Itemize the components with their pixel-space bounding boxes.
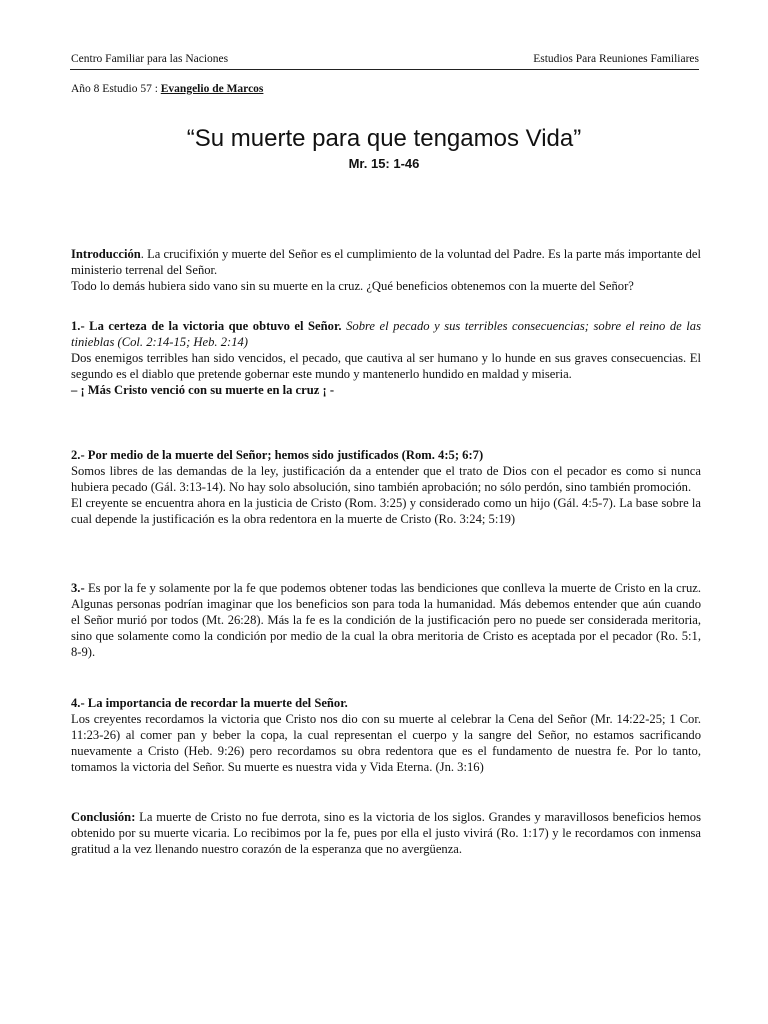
- study-number: Año 8 Estudio 57 :: [71, 83, 161, 95]
- point-4-section: [71, 695, 701, 775]
- point-1-text: Dos enemigos terribles han sido vencidos, el pecado, que cautiva al ser humano y lo hunde en sus graves consecuencias. El segundo es el diablo que pretende gobernar este mundo y mantenerlo hundido en maldad y miseria.: [71, 351, 701, 381]
- conclusion-text: La muerte de Cristo no fue derrota, sino es la victoria de los siglos. Grandes y maravillosos beneficios hemos obtenido por su muerte vicaria. Lo recibimos por la fe, pues por ella el justo vivirá (Ro. 1:17) y le recordamos con inmensa gratitud a la vez llenando nuestro corazón de la esperanza que no avergüenza.: [71, 810, 701, 856]
- point-1-section: [71, 318, 701, 398]
- point-3-text: Es por la fe y solamente por la fe que podemos obtener todas las bendiciones que conlleva la muerte de Cristo en la cruz. Algunas personas podrían imaginar que los beneficios son para toda la humanidad. Más debemos entender que aún cuando el Señor murió por todos (Mt. 26:28). Más la fe es la condición de la justificación pero no puede ser considerada meritoria, sino que solamente como la condición por medio de la cual la obra meritoria de Cristo es aceptada por el pecador (Ro. 5:1, 8-9).: [71, 581, 701, 659]
- point-4-heading: 4.- La importancia de recordar la muerte del Señor.: [71, 696, 348, 710]
- point-4-text: Los creyentes recordamos la victoria que Cristo nos dio con su muerte al celebrar la Cena del Señor (Mr. 14:22-25; 1 Cor. 11:23-26) al comer pan y beber la copa, la cual representan el cuerpo y la sangre del Señor, no estamos sacrificando nuevamente a Cristo (Heb. 9:26) pero recordamos su obra redentora que es el fundamento de nuestra fe. Por lo tanto, tomamos la victoria del Señor. Su muerte es nuestra vida y Vida Eterna. (Jn. 3:16): [71, 712, 701, 774]
- point-3-paragraph: [71, 580, 701, 660]
- study-series: Evangelio de Marcos: [160, 83, 264, 95]
- introduction-question: Todo lo demás hubiera sido vano sin su muerte en la cruz. ¿Qué beneficios obtenemos con la muerte del Señor?: [71, 279, 634, 293]
- point-2-text: Somos libres de las demandas de la ley, justificación da a entender que el trato de Dios con el pecador es como si nunca hubiera pecado (Gál. 3:13-14). No hay solo absolución, sino también aprobación; no sólo perdón, sino también promoción.: [71, 464, 701, 494]
- point-2-heading: 2.- Por medio de la muerte del Señor; hemos sido justificados (Rom. 4:5; 6:7): [71, 448, 484, 462]
- point-2-section: [71, 447, 701, 527]
- conclusion-heading: Conclusión:: [71, 810, 136, 824]
- introduction-section: [71, 246, 701, 294]
- point-2-text-2: El creyente se encuentra ahora en la justicia de Cristo (Rom. 3:25) y considerado como un hijo (Gál. 4:5-7). La base sobre la cual depende la justificación es la obra redentora en la muerte de Cristo (Ro. 3:24; 5:19): [71, 496, 701, 526]
- header-divider: [70, 69, 699, 70]
- page-header: [71, 52, 699, 66]
- introduction-heading: Introducción: [71, 247, 141, 261]
- introduction-paragraph: [71, 246, 701, 278]
- point-1-paragraph: [71, 318, 701, 350]
- introduction-text: . La crucifixión y muerte del Señor es el cumplimiento de la voluntad del Padre. Es la parte más importante del ministerio terrenal del Señor.: [71, 247, 701, 277]
- point-3-heading: 3.-: [71, 581, 85, 595]
- page-title: “Su muerte para que tengamos Vida”: [186, 125, 582, 152]
- scripture-reference: Mr. 15: 1-46: [348, 156, 420, 171]
- header-organization: Centro Familiar para las Naciones: [71, 53, 229, 65]
- study-line: [71, 82, 263, 96]
- conclusion-section: [71, 809, 701, 857]
- conclusion-paragraph: [71, 809, 701, 857]
- header-series-name: Estudios Para Reuniones Familiares: [533, 53, 699, 65]
- point-1-exclamation: – ¡ Más Cristo venció con su muerte en la cruz ¡ -: [71, 383, 335, 397]
- point-1-subtitle: Sobre el pecado y sus terribles consecuencias; sobre el reino de las tinieblas (Col. 2:14-15; Heb. 2:14): [71, 319, 701, 349]
- point-1-heading: 1.- La certeza de la victoria que obtuvo el Señor.: [71, 319, 342, 333]
- point-3-section: [71, 580, 701, 660]
